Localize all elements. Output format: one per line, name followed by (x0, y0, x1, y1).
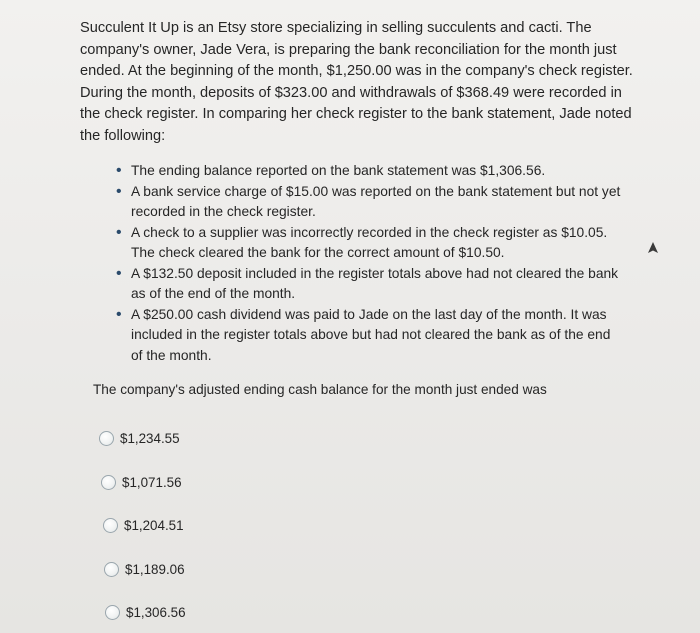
option-label: $1,306.56 (126, 605, 186, 620)
answer-option-1[interactable] (99, 431, 180, 446)
answer-option-2[interactable] (101, 475, 182, 490)
radio-button[interactable] (103, 518, 118, 533)
list-item: • A $132.50 deposit included in the register totals above had not cleared the bank as of the end of the month. (113, 264, 623, 305)
option-label: $1,204.51 (124, 518, 184, 533)
list-item: • A $250.00 cash dividend was paid to Jade on the last day of the month. It was included in the register totals above but had not cleared the bank as of the end of the month. (113, 305, 623, 367)
answer-option-3[interactable] (103, 518, 184, 533)
option-label: $1,189.06 (125, 562, 185, 577)
list-item: • A check to a supplier was incorrectly recorded in the check register as $10.05. The check cleared the bank for the correct amount of $10.50. (113, 223, 623, 264)
radio-button[interactable] (99, 431, 114, 446)
option-label: $1,071.56 (122, 475, 182, 490)
answer-option-4[interactable] (104, 562, 185, 577)
list-item: • A bank service charge of $15.00 was reported on the bank statement but not yet recorded in the check register. (113, 182, 623, 223)
facts-list (113, 161, 623, 366)
question-prompt: The company's adjusted ending cash balance for the month just ended was (93, 382, 547, 397)
radio-button[interactable] (101, 475, 116, 490)
radio-button[interactable] (105, 605, 120, 620)
radio-button[interactable] (104, 562, 119, 577)
answer-option-5[interactable] (105, 605, 186, 620)
list-item: • The ending balance reported on the bank statement was $1,306.56. (113, 161, 623, 182)
mouse-cursor-icon (646, 241, 660, 255)
problem-intro: Succulent It Up is an Etsy store specializing in selling succulents and cacti. The company's owner, Jade Vera, is preparing the bank reconciliation for the month just ended. At the beginning of the month, $1,250.00 was in the company's check register. During the month, deposits of $323.00 and withdrawals of $368.49 were recorded in the check register. In comparing her check register to the bank statement, Jade noted the following: (80, 20, 633, 144)
option-label: $1,234.55 (120, 431, 180, 446)
